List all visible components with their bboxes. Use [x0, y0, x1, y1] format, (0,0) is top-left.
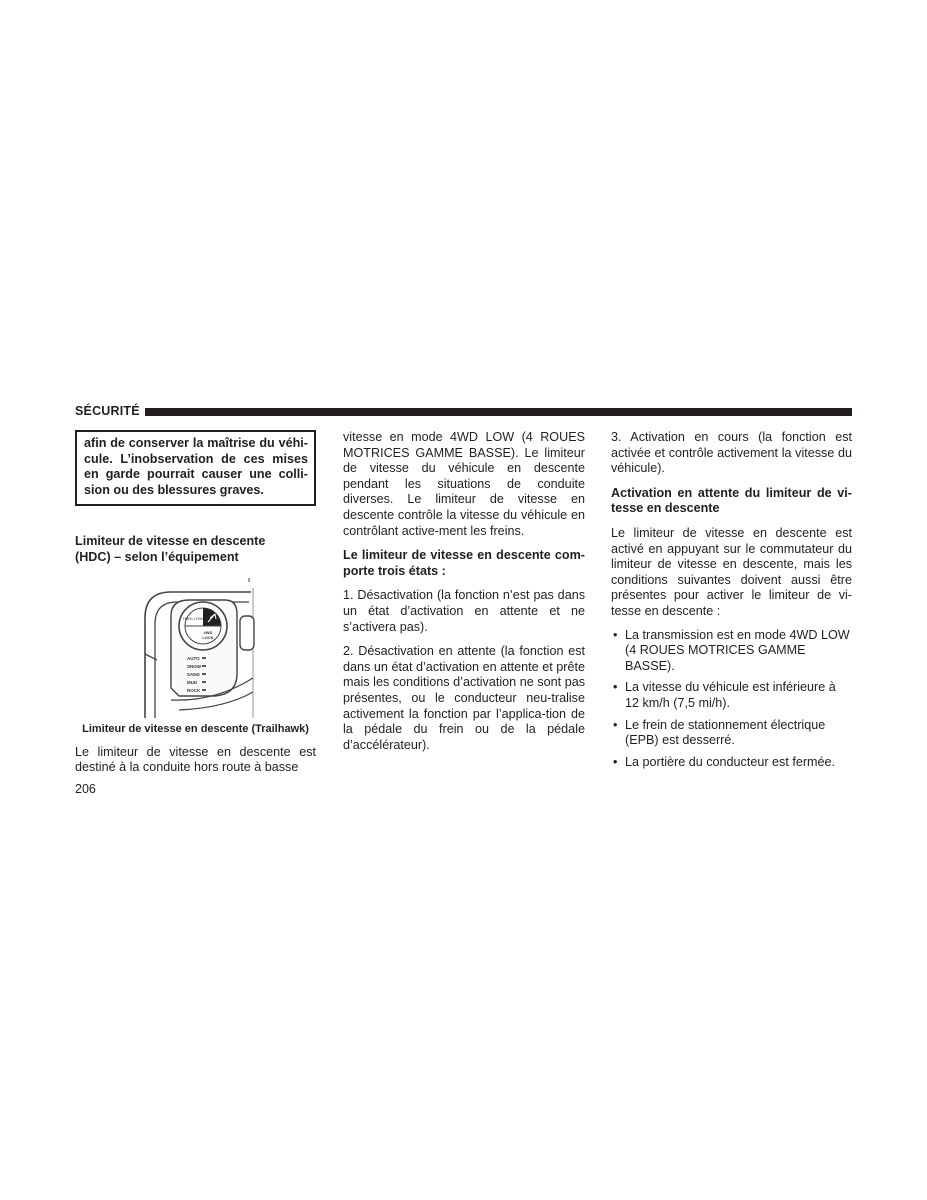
4wd-label: 4WD	[203, 629, 213, 635]
state-1: 1. Désactivation (la fonction n’est pas dans un état d’activation en attente et ne s’activera pas).	[343, 588, 585, 634]
indicator-light	[202, 665, 206, 667]
middle-column	[343, 430, 585, 753]
mode-sand-label: SAND	[187, 671, 200, 677]
figure-caption: Limiteur de vitesse en descente (Trailhawk)	[82, 722, 309, 735]
right-column	[611, 430, 852, 776]
mode-mud-label: MUD	[187, 679, 198, 685]
state-3: 3. Activation en cours (la fonction est activée et contrôle activement la vitesse du véhicule).	[611, 430, 852, 476]
conditions-list	[611, 628, 852, 771]
hwd-low-label: HWD LOW	[183, 615, 203, 621]
list-item: • La portière du conducteur est fermée.	[611, 755, 852, 771]
mid-paragraph-1: vitesse en mode 4WD LOW (4 ROUES MOTRICES GAMME BASSE). Le limiteur de vitesse du véhicule en descente pendant les situations de conduite diverses. Le limiteur de vitesse en descente contrôle la vitesse du véhicule en contrôlant active-ment les freins.	[343, 430, 585, 538]
indicator-light	[202, 681, 206, 683]
section-header	[75, 403, 852, 419]
mode-auto-label: AUTO	[187, 655, 200, 661]
list-item: • La vitesse du véhicule est inférieure à 12 km/h (7,5 mi/h).	[611, 680, 852, 711]
indicator-light	[202, 689, 206, 691]
mode-snow-label: SNOW	[187, 663, 201, 669]
hdc-heading	[75, 534, 316, 565]
left-column	[75, 430, 316, 776]
page-number: 206	[75, 782, 96, 796]
header-rule	[145, 408, 852, 416]
activation-paragraph: Le limiteur de vitesse en descente est activé en appuyant sur le commutateur du limiteur de vitesse en descente, mais les conditions suivantes doivent aussi être présentes pour activer le limiteur de vi-tesse en descente :	[611, 525, 852, 618]
left-paragraph: Le limiteur de vitesse en descente est destiné à la conduite hors route à basse	[75, 744, 316, 775]
list-item: • La transmission est en mode 4WD LOW (4 ROUES MOTRICES GAMME BASSE).	[611, 628, 852, 675]
state-2: 2. Désactivation en attente (la fonction est dans un état d’activation en attente et prête mais les conditions d’activation ne sont pas présentes, ou le conducteur neu-tralise activement la fonction par l’applica-tion de la pédale du frein ou de la pédale d’accélérateur).	[343, 644, 585, 752]
states-heading: Le limiteur de vitesse en descente com-porte trois états :	[343, 548, 585, 578]
indicator-light	[202, 673, 206, 675]
section-title: SÉCURITÉ	[75, 404, 140, 418]
warning-box: afin de conserver la maîtrise du véhi-cule. L’inobservation de ces mises en garde pourrait causer une colli-sion ou des blessures graves.	[75, 430, 316, 506]
hdc-switch-figure	[75, 578, 316, 718]
hdc-heading-line2: (HDC) – selon l’équipement	[75, 549, 239, 564]
hdc-switch-illustration	[75, 578, 316, 718]
mode-rock-label: ROCK	[187, 687, 201, 693]
side-slot	[240, 616, 254, 650]
hdc-heading-line1: Limiteur de vitesse en descente	[75, 534, 266, 549]
lock-label: LOCK	[202, 634, 214, 640]
list-item: • Le frein de stationnement électrique (EPB) est desserré.	[611, 718, 852, 749]
activation-heading: Activation en attente du limiteur de vi-tesse en descente	[611, 485, 852, 516]
indicator-light	[202, 657, 206, 659]
